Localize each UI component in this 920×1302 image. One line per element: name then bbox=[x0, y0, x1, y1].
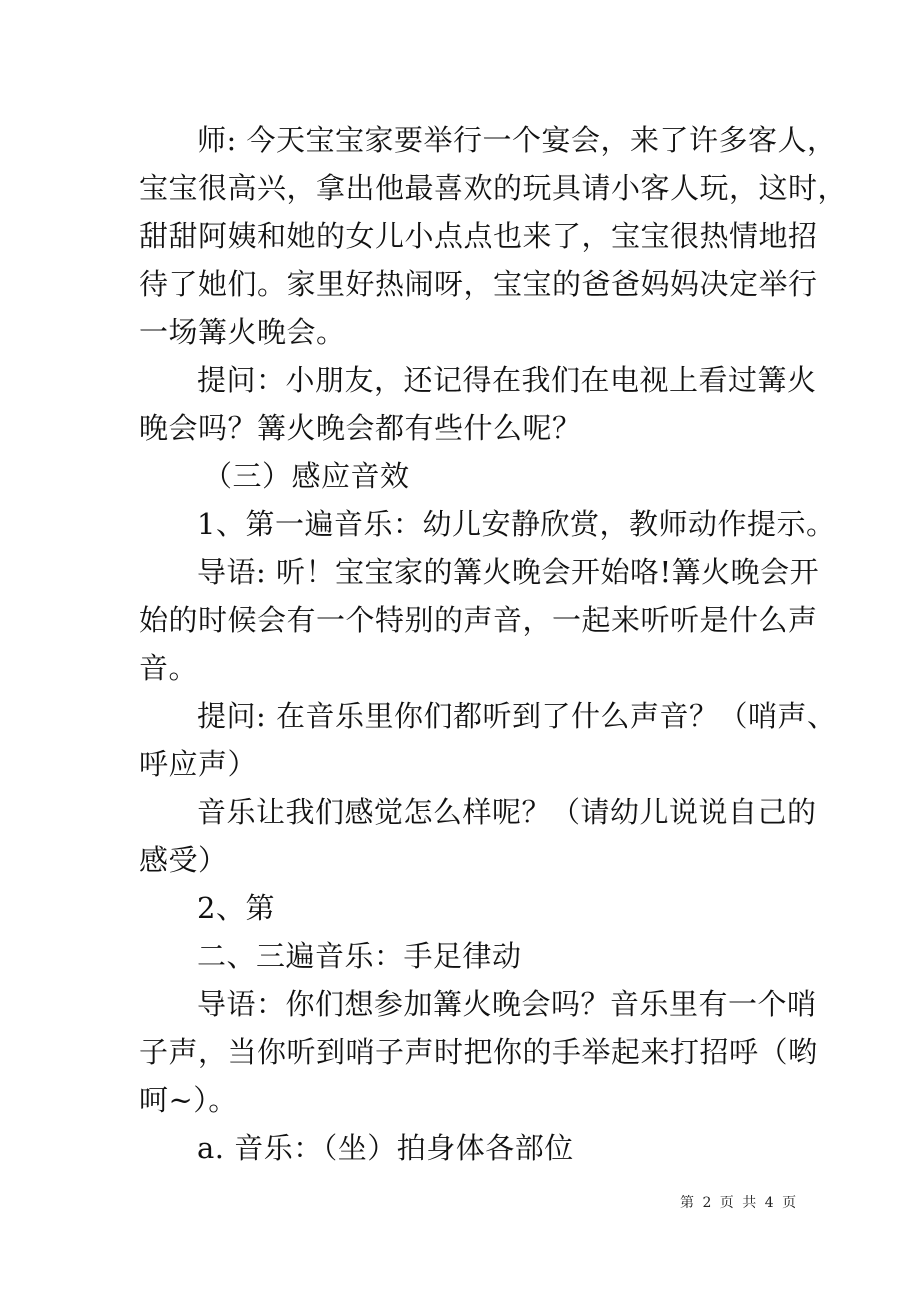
text-line: 呼应声） bbox=[139, 747, 258, 781]
paragraph-first-music bbox=[139, 500, 836, 548]
paragraph-question-bonfire bbox=[139, 356, 817, 452]
text-line: 1、第一遍音乐：幼儿安静欣赏，教师动作提示。 bbox=[197, 507, 836, 541]
text-line: 音。 bbox=[139, 651, 199, 685]
text-line: 子声，当你听到哨子声时把你的手举起来打招呼（哟 bbox=[139, 1035, 818, 1069]
text-line: 提问：小朋友，还记得在我们在电视上看过篝火 bbox=[197, 363, 817, 397]
paragraph-guide-listen bbox=[139, 548, 820, 692]
paragraph-guide-whistle bbox=[139, 980, 818, 1124]
text-line: 2、第 bbox=[197, 891, 275, 925]
text-line: 师: 今天宝宝家要举行一个宴会，来了许多客人， bbox=[197, 123, 837, 157]
page-number-footer: 第 2 页 共 4 页 bbox=[680, 1195, 799, 1211]
text-line: 待了她们。家里好热闹呀，宝宝的爸爸妈妈决定举行 bbox=[139, 267, 818, 301]
paragraph-music-a bbox=[139, 1124, 789, 1172]
text-line: 呵~）。 bbox=[139, 1083, 238, 1117]
paragraph-banquet-intro bbox=[139, 116, 848, 356]
text-line: 甜甜阿姨和她的女儿小点点也来了，宝宝很热情地招 bbox=[139, 219, 818, 253]
section-heading-sound-effects bbox=[139, 452, 789, 500]
text-line: a. 音乐：（坐）拍身体各部位 bbox=[197, 1131, 574, 1165]
paragraph-question-sounds bbox=[139, 692, 837, 788]
text-line: 音乐让我们感觉怎么样呢？（请幼儿说说自己的 bbox=[197, 795, 817, 829]
text-line: 宝宝很高兴，拿出他最喜欢的玩具请小客人玩，这时， bbox=[139, 171, 848, 205]
text-line: 感受） bbox=[139, 843, 228, 877]
text-line: 导语: 听！宝宝家的篝火晚会开始咯!篝火晚会开 bbox=[197, 555, 820, 589]
text-line: 始的时候会有一个特别的声音，一起来听听是什么声 bbox=[139, 603, 818, 637]
text-line: 导语：你们想参加篝火晚会吗？音乐里有一个哨 bbox=[197, 987, 817, 1021]
paragraph-feelings bbox=[139, 788, 817, 884]
text-line: 晚会吗？篝火晚会都有些什么呢？ bbox=[139, 411, 582, 445]
text-line: （三）感应音效 bbox=[203, 459, 410, 493]
text-line: 提问: 在音乐里你们都听到了什么声音？（哨声、 bbox=[197, 699, 837, 733]
text-line: 二、三遍音乐：手足律动 bbox=[197, 939, 522, 973]
paragraph-second bbox=[139, 884, 789, 932]
paragraph-third-music bbox=[139, 932, 789, 980]
text-line: 一场篝火晚会。 bbox=[139, 315, 346, 349]
